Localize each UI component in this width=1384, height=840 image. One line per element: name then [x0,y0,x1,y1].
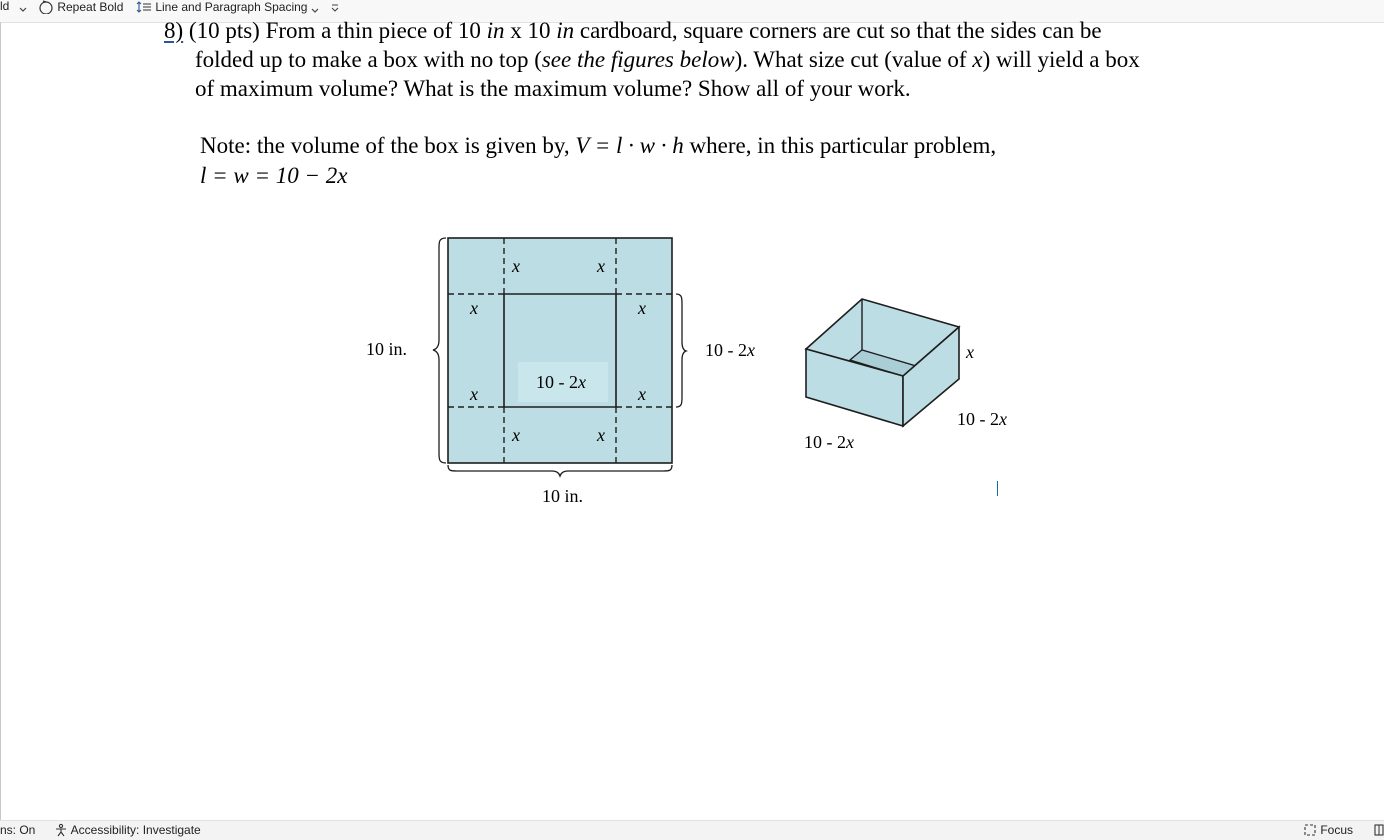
height-brace [433,238,446,463]
question-line-3[interactable]: of maximum volume? What is the maximum volume? Show all of your work. [195,76,911,101]
question-line-1[interactable]: 8) (10 pts) From a thin piece of 10 in x 10 in cardboard, square corners are cut so that the sides can be [164,18,1102,43]
cut-label-top-right: x [597,256,605,276]
note-line-2[interactable] [200,161,348,190]
chevron-down-icon [19,7,27,13]
height-label: 10 in. [366,339,408,359]
status-bar [0,820,1384,840]
overflow-chevron-icon [330,3,340,13]
dimension-formula: l = w = 10 − 2x [200,163,348,188]
cut-label-bottom-left: x [512,425,520,445]
accessibility-status[interactable]: Accessibility: Investigate [54,823,201,838]
width-brace [448,465,672,476]
center-label: 10 - 2x [536,372,586,392]
question-number: 8) [164,18,184,43]
side-brace [676,294,686,407]
focus-mode-button[interactable]: Focus [1303,823,1353,838]
repeat-button[interactable]: Repeat Bold [38,0,123,14]
chevron-down-icon [311,8,319,14]
customize-toolbar-button[interactable] [330,0,340,14]
open-box-figure [800,292,970,432]
cut-label-left-bottom: x [470,384,478,404]
cut-label-right-bottom: x [638,384,646,404]
line-spacing-button[interactable]: Line and Paragraph Spacing [136,0,319,14]
cut-label-bottom-right: x [597,425,605,445]
accessibility-icon [54,823,68,837]
box-height-label: x [966,342,974,362]
question-points: (10 pts) [188,18,260,43]
box-side-label: 10 - 2x [957,409,1007,429]
volume-formula: V = l · w · h [575,133,684,158]
read-mode-button[interactable] [1374,823,1384,838]
box-front-label: 10 - 2x [804,432,854,452]
line-spacing-icon [136,0,152,14]
page-edge [0,22,1,820]
track-changes-status[interactable]: ns: On [0,823,36,837]
text-cursor [997,481,998,496]
cut-label-top-left: x [512,256,520,276]
cut-label-left-top: x [470,298,478,318]
note-line-1[interactable]: Note: the volume of the box is given by, V = l · w · h where, in this particular problem, [200,133,997,158]
width-label: 10 in. [542,486,584,506]
bold-button-partial[interactable]: ld [0,0,27,14]
side-label: 10 - 2x [705,340,755,360]
question-line-2[interactable]: folded up to make a box with no top (see the figures below). What size cut (value of x) will yield a box [195,47,1140,72]
focus-icon [1303,823,1317,837]
cardboard-sheet [448,238,672,463]
repeat-icon [38,0,54,14]
book-icon [1374,823,1384,837]
cut-label-right-top: x [638,298,646,318]
